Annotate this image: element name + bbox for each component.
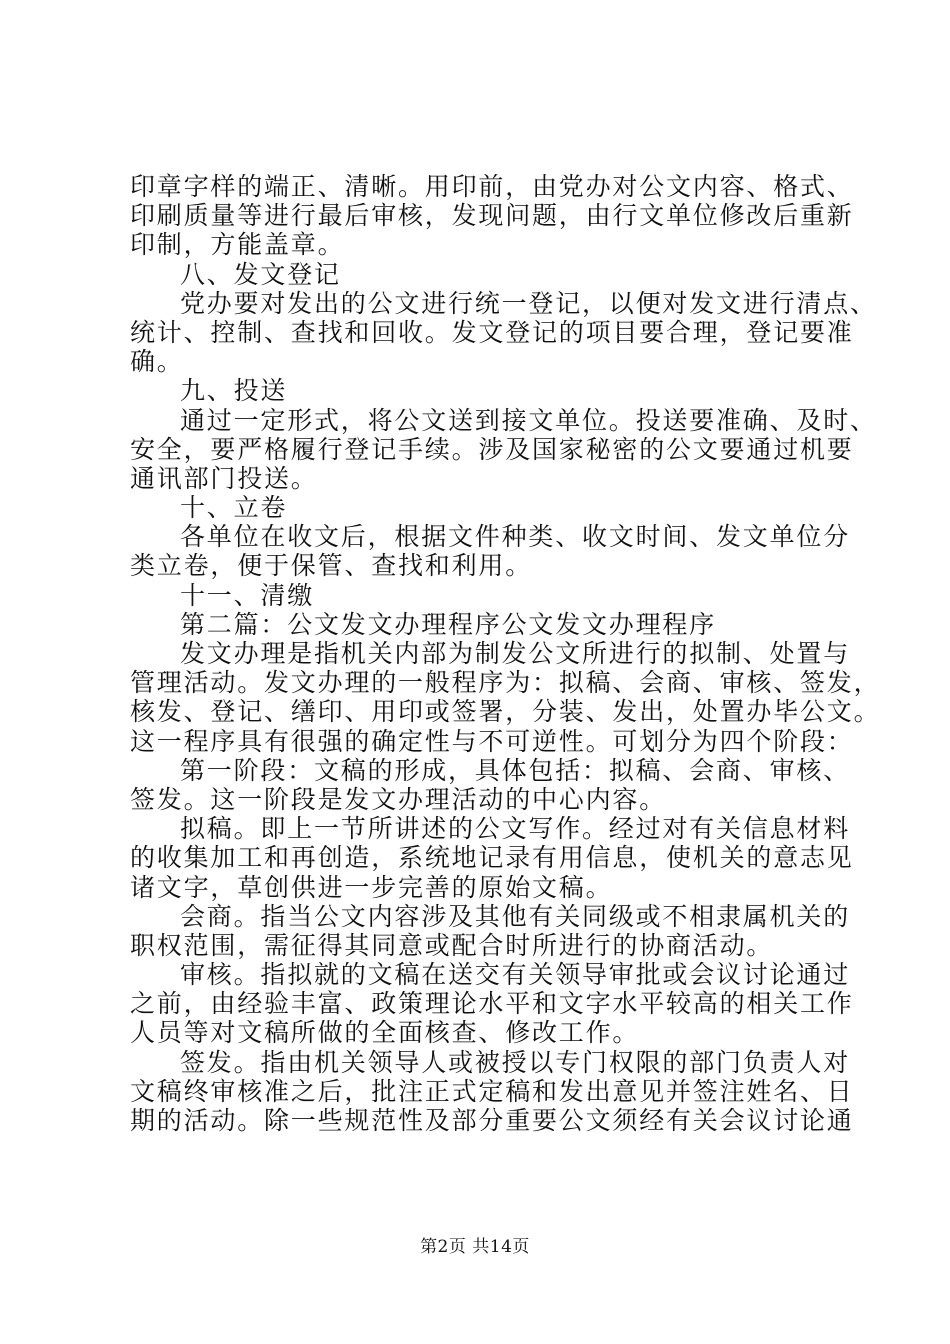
- text-line: 印刷质量等进行最后审核，发现问题，由行文单位修改后重新: [130, 201, 854, 231]
- text-line: 统计、控制、查找和回收。发文登记的项目要合理，登记要准: [130, 317, 854, 347]
- text-line: 确。: [130, 347, 184, 377]
- text-line: 印制，方能盖章。: [130, 230, 345, 260]
- text-line: 签发。这一阶段是发文办理活动的中心内容。: [130, 784, 667, 814]
- text-line: 类立卷，便于保管、查找和利用。: [130, 551, 533, 581]
- text-line: 发文办理是指机关内部为制发公文所进行的拟制、处置与: [180, 639, 851, 668]
- text-line: 管理活动。发文办理的一般程序为：拟稿、会商、审核、签发，: [130, 668, 881, 698]
- text-line: 拟稿。即上一节所讲述的公文写作。经过对有关信息材料: [180, 814, 851, 844]
- text-line: 党办要对发出的公文进行统一登记，以便对发文进行清点、: [180, 288, 877, 318]
- text-line: 通过一定形式，将公文送到接文单位。投送要准确、及时、: [180, 405, 877, 435]
- text-line: 职权范围，需征得其同意或配合时所进行的协商活动。: [130, 930, 774, 960]
- text-line: 的收集加工和再创造，系统地记录有用信息，使机关的意志见: [130, 843, 854, 873]
- body-text: [130, 172, 881, 1135]
- text-line: 九、投送: [180, 376, 288, 406]
- text-line: 第一阶段：文稿的形成，具体包括：拟稿、会商、审核、: [180, 755, 851, 785]
- text-line: 文稿终审核准之后，批注正式定稿和发出意见并签注姓名、日: [130, 1076, 854, 1106]
- text-line: 十、立卷: [180, 493, 288, 523]
- text-line: 通讯部门投送。: [130, 463, 318, 493]
- text-line: 人员等对文稿所做的全面核查、修改工作。: [130, 1018, 640, 1048]
- page-footer: 第2页 共14页: [420, 1237, 530, 1257]
- text-line: 八、发文登记: [180, 259, 341, 289]
- text-line: 十一、清缴: [180, 580, 315, 610]
- text-line: 签发。指由机关领导人或被授以专门权限的部门负责人对: [180, 1047, 851, 1077]
- text-line: 第二篇：公文发文办理程序公文发文办理程序: [180, 609, 717, 639]
- text-line: 会商。指当公文内容涉及其他有关同级或不相隶属机关的: [180, 901, 851, 931]
- text-line: 安全，要严格履行登记手续。涉及国家秘密的公文要通过机要: [130, 434, 854, 464]
- text-line: 这一程序具有很强的确定性与不可逆性。可划分为四个阶段：: [130, 726, 854, 756]
- text-line: 之前，由经验丰富、政策理论水平和文字水平较高的相关工作: [130, 989, 854, 1019]
- text-line: 印章字样的端正、清晰。用印前，由党办对公文内容、格式、: [130, 172, 854, 201]
- text-line: 核发、登记、缮印、用印或签署，分装、发出，处置办毕公文。: [130, 697, 881, 727]
- text-line: 诸文字，草创供进一步完善的原始文稿。: [130, 872, 613, 902]
- text-line: 各单位在收文后，根据文件种类、收文时间、发文单位分: [180, 522, 851, 552]
- text-line: 期的活动。除一些规范性及部分重要公文须经有关会议讨论通: [130, 1106, 854, 1135]
- text-line: 审核。指拟就的文稿在送交有关领导审批或会议讨论通过: [180, 960, 851, 990]
